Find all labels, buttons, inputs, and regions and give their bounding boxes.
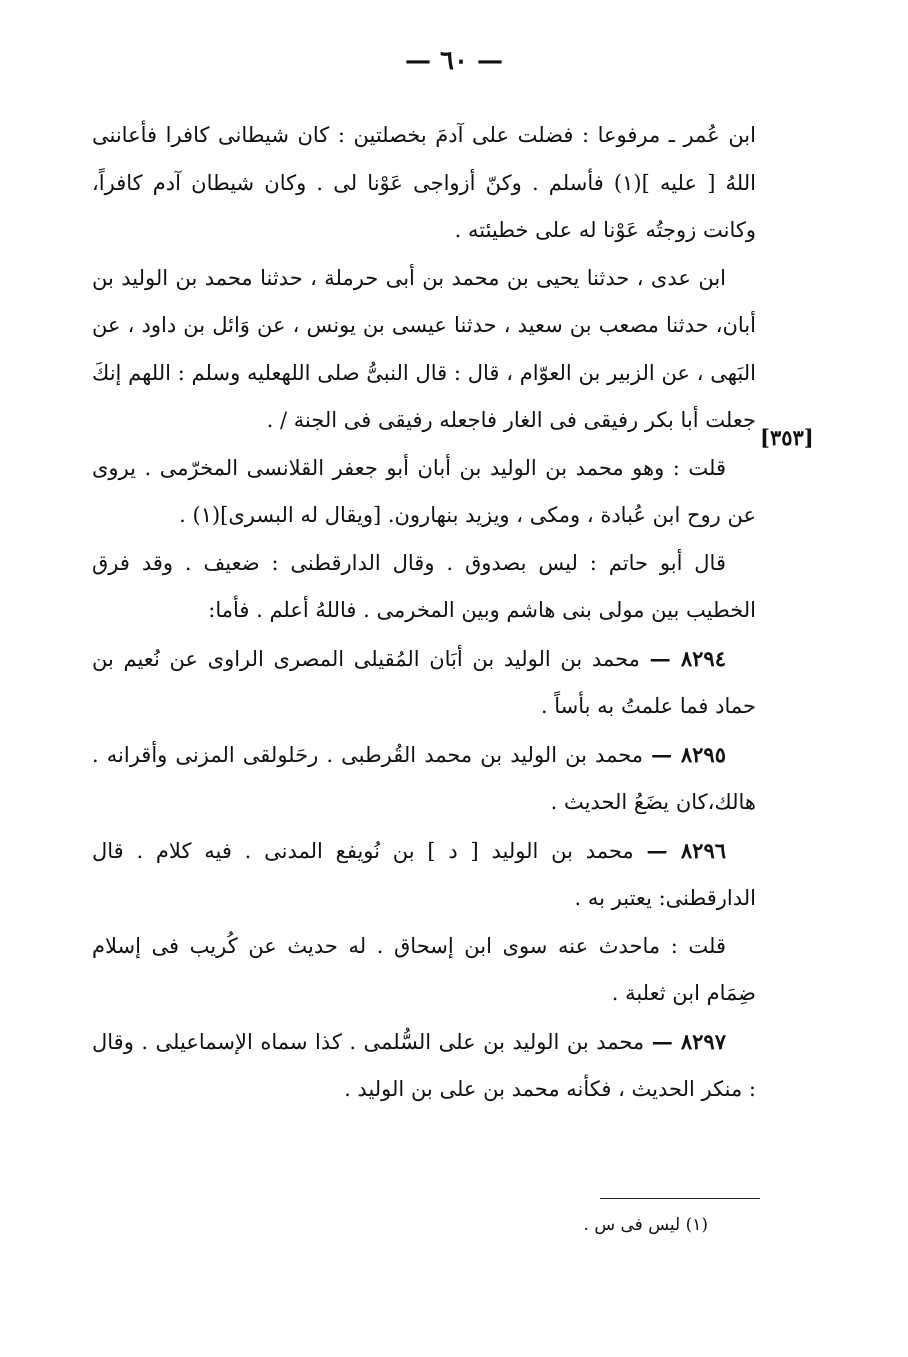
entry-text: محمد بن الوليد [ د ] بن نُويفع المدنى . فيه كلام . قال الدارقطنى: يعتبر به . [92,838,756,910]
page-number: — ٦٠ — [404,46,504,76]
entry-8296 [92,827,756,923]
entry-8295 [92,731,756,827]
margin-reference: [٣٥٣] [760,425,814,450]
paragraph-1: ابن عُمر ـ مرفوعا : فضلت على آدمَ بخصلتين : كان شيطانى كافرا فأعاننى اللهُ [ عليه ](١) فأسلم . وكنّ أزواجى عَوْنا لى . وكان شيطان آدم كافراً، وكانت زوجتُه عَوْنا له على خطيئته . [92,123,756,242]
entry-8294 [92,635,756,731]
entry-text: محمد بن الوليد بن على السُّلمى . كذا سماه الإسماعيلى . وقال : منكر الحديث ، فكأنه محمد بن على بن الوليد . [92,1029,756,1101]
entry-number: ٨٢٩٥ — [651,741,726,767]
entry-8297 [92,1018,756,1114]
paragraph-3: قلت : وهو محمد بن الوليد بن أبان أبو جعفر القلانسى المخرّمى . يروى عن روح ابن عُبادة ، ومكى ، ويزيد بنهارون. [ويقال له البسرى](١) . [92,455,756,527]
footnote: (١) ليس فى س . [583,1215,708,1235]
entry-text: محمد بن الوليد بن محمد القُرطبى . رحَلولقى المزنى وأقرانه . هالك،كان يضَعُ الحديث . [92,742,756,814]
note-paragraph: قلت : ماحدث عنه سوى ابن إسحاق . له حديث عن كُريب فى إسلام ضِمَام ابن ثعلبة . [92,933,756,1005]
entry-text: محمد بن الوليد بن أبَان المُقيلى المصرى الراوى عن نُعيم بن حماد فما علمتُ به بأساً . [92,646,756,718]
main-text [92,112,756,1114]
entry-number: ٨٢٩٦ — [646,837,727,863]
entry-number: ٨٢٩٤ — [649,645,726,671]
paragraph-4: قال أبو حاتم : ليس بصدوق . وقال الدارقطنى : ضعيف . وقد فرق الخطيب بين مولى بنى هاشم وبين المخرمى . فاللهُ أعلم . فأما: [92,550,756,622]
paragraph-2: ابن عدى ، حدثنا يحيى بن محمد بن أبى حرملة ، حدثنا محمد بن الوليد بن أبان، حدثنا مصعب بن سعيد ، حدثنا عيسى بن يونس ، عن وَائل بن داود ، عن البَهى ، عن الزبير بن العوّام ، قال : قال النبىُّ صلى اللهعليه وسلم : اللهم إنكَ جعلت أبا بكر رفيقى فى الغار فاجعله رفيقى فى الجنة / . [92,265,756,432]
entry-number: ٨٢٩٧ — [651,1028,726,1054]
footnote-divider [600,1198,760,1199]
